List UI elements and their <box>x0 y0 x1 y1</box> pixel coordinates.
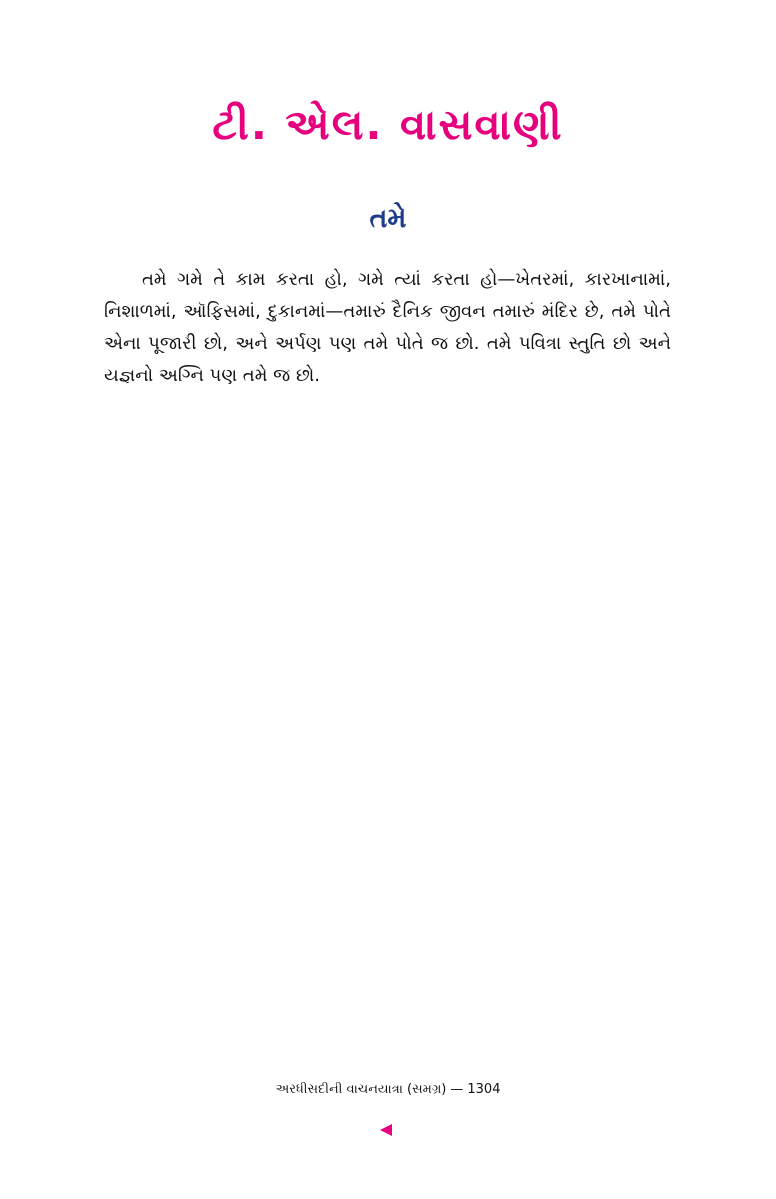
footer-book-title: અરધીસદીની વાચનયાત્રા (સમગ્ર) <box>275 1082 447 1097</box>
page-footer <box>0 1082 776 1098</box>
footer-separator: — <box>450 1082 464 1097</box>
previous-page-icon[interactable] <box>380 1124 392 1136</box>
body-paragraph: તમે ગમે તે કામ કરતા હો, ગમે ત્યાં કરતા હો—ખેતરમાં, કારખાનામાં, નિશાળમાં, ઑફિસમાં, દુકાનમાં—તમારું દૈનિક જીવન તમારું મંદિર છે, તમે પોતે એના પૂજારી છો, અને અર્પણ પણ તમે પોતે જ છો. તમે પવિત્રા સ્તુતિ છો અને યજ્ઞનો અગ્નિ પણ તમે જ છો. <box>104 269 671 386</box>
article-title: તમે <box>369 203 407 234</box>
page-number: 1304 <box>467 1082 501 1097</box>
author-heading: ટી. એલ. વાસવાણી <box>212 100 564 149</box>
